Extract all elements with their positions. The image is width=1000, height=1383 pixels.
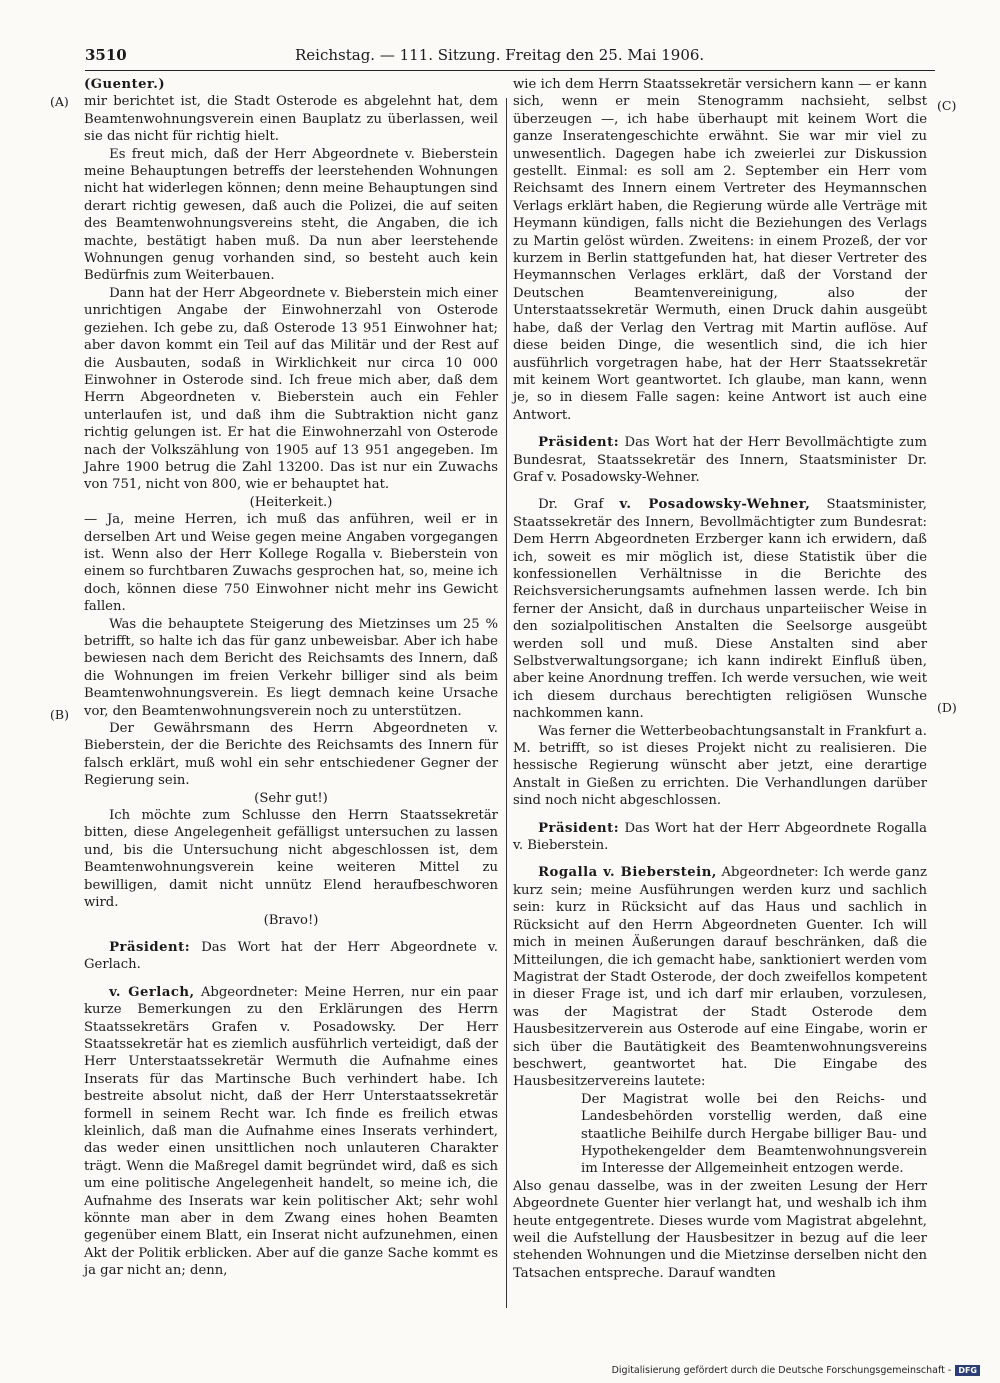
paragraph: Also genau dasselbe, was in der zweiten Lesung der Herr Abgeordnete Guenter hier verlangt hat, und weshalb ich ihm heute entgegentrete. Dieses wurde vom Magistrat abgelehnt, weil die Aufstellung der Hausbesitzer in bezug auf die leer stehenden Wohnungen und die Mietzinse derselben nicht den Tatsachen entspreche. Darauf wandten bbox=[513, 1178, 927, 1281]
reaction: (Sehr gut!) bbox=[254, 790, 328, 806]
column-divider bbox=[506, 98, 507, 1308]
paragraph: Der Gewährsmann des Herrn Abgeordneten v. Bieberstein, der die Berichte des Reichsamts des Innern für falsch erklärt, muß wohl ein sehr entschiedener Gegner der Regierung sein. bbox=[84, 721, 498, 789]
president-label: Präsident: bbox=[109, 939, 191, 955]
president-text: Das Wort hat der Herr Abgeordnete v. Gerlach. bbox=[84, 939, 498, 973]
footer-text: Digitalisierung gefördert durch die Deutsche Forschungsgemeinschaft - bbox=[611, 1365, 952, 1376]
header-title: Reichstag. — 111. Sitzung. Freitag den 25. Mai 1906. bbox=[295, 46, 705, 64]
paragraph: Ich möchte zum Schlusse den Herrn Staatssekretär bitten, diese Angelegenheit gefälligst untersuchen zu lassen und, bis die Untersuchung nicht abgeschlossen ist, dem Beamtenwohnungsverein keine weiteren Mittel zu bewilligen, damit nicht unnütz Elend heraufbeschworen wird. bbox=[84, 808, 498, 911]
reaction: (Bravo!) bbox=[263, 912, 319, 928]
president-text: Das Wort hat der Herr Bevollmächtigte zum Bundesrat, Staatssekretär des Innern, Staatsminister Dr. Graf v. Posadowsky-Wehner. bbox=[513, 435, 927, 485]
right-column bbox=[513, 76, 927, 1282]
page-number: 3510 bbox=[85, 46, 127, 64]
paragraph: Es freut mich, daß der Herr Abgeordnete v. Bieberstein meine Behauptungen betreffs der leerstehenden Wohnungen nicht hat widerlegen können; denn meine Behauptungen sind derart richtig gewesen, daß auch die Polizei, die auf seiten des Beamtenwohnungsvereins steht, die Angaben, die ich machte, bestätigt haben muß. Da nun aber leerstehende Wohnungen genug vorhanden sind, so besteht auch kein Bedürfnis zum Weiterbauen. bbox=[84, 146, 498, 284]
speaker-label: (Guenter.) bbox=[84, 77, 166, 92]
president-statement bbox=[513, 820, 927, 855]
margin-mark-a: (A) bbox=[50, 94, 69, 109]
president-statement bbox=[84, 939, 498, 974]
paragraph: Dann hat der Herr Abgeordnete v. Bieberstein mich einer unrichtigen Angabe der Einwohnerzahl von Osterode geziehen. Ich gebe zu, daß Osterode 13 951 Einwohner hat; aber davon kommt ein Teil auf das Militär und der Rest auf die Ausbauten, sodaß in Wirklichkeit nur circa 10 000 Einwohner in Osterode sind. Ich freue mich aber, daß dem Herrn Abgeordneten v. Bieberstein auch ein Fehler unterlaufen ist, und daß ihm die Subtraktion nicht ganz richtig gelungen ist. Er hat die Einwohnerzahl von Osterode nach der Volkszählung von 1905 auf 13 951 angegeben. Im Jahre 1900 betrug die Zahl 13200. Das ist nur ein Zuwachs von 751, nicht von 800, wie er behauptet hat. bbox=[84, 285, 498, 493]
speech-text: Staatsminister, Staatssekretär des Innern, Bevollmächtigter zum Bundesrat: Dem Herrn Abgeordneten Erzberger kann ich erwidern, daß ich, soweit es mir möglich ist, diese Statistik über die konfessionellen Verhältnisse in die Berichte des Reichsversicherungsamts aufnehmen lassen werde. Ich bin ferner der Ansicht, daß in durchaus unparteiischer Weise in den sozialpolitischen Anstalten die Seelsorge ausgeübt werden soll und muß. Diese Anstalten sind aber Selbstverwaltungsorgane; ich kann indirekt Einfluß üben, aber keine Anordnung treffen. Ich werde versuchen, wie weit ich diesem durchaus berechtigten religiösen Wunsche nachkommen kann. bbox=[513, 497, 927, 722]
speech-rogalla bbox=[513, 864, 927, 1090]
block-quote: Der Magistrat wolle bei den Reichs- und Landesbehörden vorstellig werden, daß eine staatliche Beihilfe durch Hergabe billiger Bau- und Hypothekengelder dem Beamtenwohnungsverein im Interesse der Allgemeinheit entzogen werde. bbox=[581, 1091, 927, 1177]
page-header bbox=[85, 46, 940, 68]
speaker-name: Rogalla v. Bieberstein, bbox=[538, 865, 717, 881]
paragraph: — Ja, meine Herren, ich muß das anführen, weil er in derselben Art und Weise gegen meine Angaben vorgegangen ist. Wenn also der Herr Kollege Rogalla v. Bieberstein von einem so furchtbaren Zuwachs gesprochen hat, so, meine ich doch, können diese 750 Einwohner nicht mehr ins Gewicht fallen. bbox=[84, 512, 498, 615]
footer-credit bbox=[612, 1365, 980, 1376]
speaker-name: v. Posadowsky-Wehner, bbox=[619, 497, 811, 513]
paragraph: Was ferner die Wetterbeobachtungsanstalt in Frankfurt a. M. betrifft, so ist dieses Projekt nicht zu realisieren. Die hessische Regierung wünscht aber jetzt, eine derartige Anstalt in Gießen zu errichten. Die Verhandlungen darüber sind noch nicht abgeschlossen. bbox=[513, 723, 927, 809]
speech-text: Abgeordneter: Ich werde ganz kurz sein; meine Ausführungen werden kurz und sachlich sein: kurz in Rücksicht auf das Haus und sachlich in Rücksicht auf den Herrn Abgeordneten Guenter. Ich will mich in meinen Äußerungen darauf beschränken, daß die Mitteilungen, die ich gemacht habe, sanktioniert werden vom Magistrat der Stadt Osterode, der doch zweifellos kompetent in dieser Frage ist, und ich darf mir erlauben, vorzulesen, was der Magistrat der Stadt Osterode dem Hausbesitzerverein aus Osterode auf eine Eingabe, worin er sich über die Bautätigkeit des Beamtenwohnungsvereins beschwert, geantwortet hat. Die Eingabe des Hausbesitzervereins lautete: bbox=[513, 865, 927, 1090]
margin-mark-d: (D) bbox=[937, 700, 957, 715]
president-label: Präsident: bbox=[538, 435, 620, 451]
paragraph: mir berichtet ist, die Stadt Osterode es abgelehnt hat, dem Beamtenwohnungsverein einen Bauplatz zu überlassen, weil sie das nicht für richtig hielt. bbox=[84, 94, 498, 145]
reaction: (Heiterkeit.) bbox=[249, 494, 333, 510]
speaker-prefix: Dr. Graf bbox=[538, 497, 604, 513]
left-column bbox=[84, 76, 498, 1280]
dfg-logo: DFG bbox=[955, 1365, 980, 1376]
speech-gerlach bbox=[84, 984, 498, 1280]
speech-posadowsky bbox=[513, 496, 927, 722]
paragraph: Was die behauptete Steigerung des Mietzinses um 25 % betrifft, so halte ich das für ganz unbeweisbar. Aber ich habe bewiesen nach dem Bericht des Reichsamts des Innern, daß die Wohnungen im freien Verkehr billiger sind als beim Beamtenwohnungsverein. Es liegt demnach keine Ursache vor, den Beamtenwohnungsverein noch zu unterstützen. bbox=[84, 616, 498, 719]
margin-mark-c: (C) bbox=[937, 98, 957, 113]
speaker-name: v. Gerlach, bbox=[109, 984, 195, 1000]
header-rule bbox=[85, 70, 935, 71]
paragraph: wie ich dem Herrn Staatssekretär versichern kann — er kann sich, wenn er mein Stenogramm nachsieht, selbst überzeugen —, ich habe überhaupt mit keinem Wort die ganze Inseratengeschichte erwähnt. Sie war mir viel zu unwesentlich. Dagegen habe ich zweierlei zur Diskussion gestellt. Einmal: es soll am 2. September ein Herr vom Reichsamt des Innern einem Vertreter des Heymannschen Verlags erklärt haben, die Regierung würde alle Verträge mit Heymann kündigen, falls nicht die Beziehungen des Verlags zu Martin gelöst würden. Zweitens: in einem Prozeß, der vor kurzem in Berlin stattgefunden hat, hat dieser Vertreter des Heymannschen Verlages erklärt, daß der Vorstand der Deutschen Beamtenvereinigung, also der Unterstaatssekretär Wermuth, einen Druck dahin ausgeübt habe, daß der Verlag den Vertrag mit Martin auflöse. Auf diese beiden Dinge, die wesentlich sind, die ich hier ausführlich vorgetragen habe, hat der Herr Staatssekretär mit keinem Wort geantwortet. Ich glaube, man kann, wenn je, so in diesem Falle sagen: keine Antwort ist auch eine Antwort. bbox=[513, 77, 927, 423]
president-label: Präsident: bbox=[538, 820, 620, 836]
president-statement bbox=[513, 434, 927, 486]
margin-mark-b: (B) bbox=[50, 707, 69, 722]
president-text: Das Wort hat der Herr Abgeordnete Rogalla v. Bieberstein. bbox=[513, 820, 927, 854]
speech-text: Abgeordneter: Meine Herren, nur ein paar kurze Bemerkungen zu den Erklärungen des Herrn Staatssekretärs Grafen v. Posadowsky. Der Herr Staatssekretär hat es ziemlich ausführlich verteidigt, daß der Herr Unterstaatssekretär Wermuth die Aufnahme eines Inserats für das Martinsche Buch verhindert habe. Ich bestreite absolut nicht, daß der Herr Unterstaatssekretär formell in seinem Recht war. Ich finde es freilich etwas kleinlich, daß man die Aufnahme eines Inserats verhindert, das weder einen unsittlichen noch unlauteren Charakter trägt. Wenn die Maßregel damit begründet wird, daß es sich um eine politische Angelegenheit handelt, so meine ich, die Aufnahme des Inserats war kein politischer Akt; sehr wohl könnte man aber in dem Zwang eines hohen Beamten gegenüber einem Blatt, ein Inserat nicht aufzunehmen, einen Akt der Politik erblicken. Aber auf die ganze Sache kommt es ja gar nicht an; denn, bbox=[84, 984, 498, 1279]
